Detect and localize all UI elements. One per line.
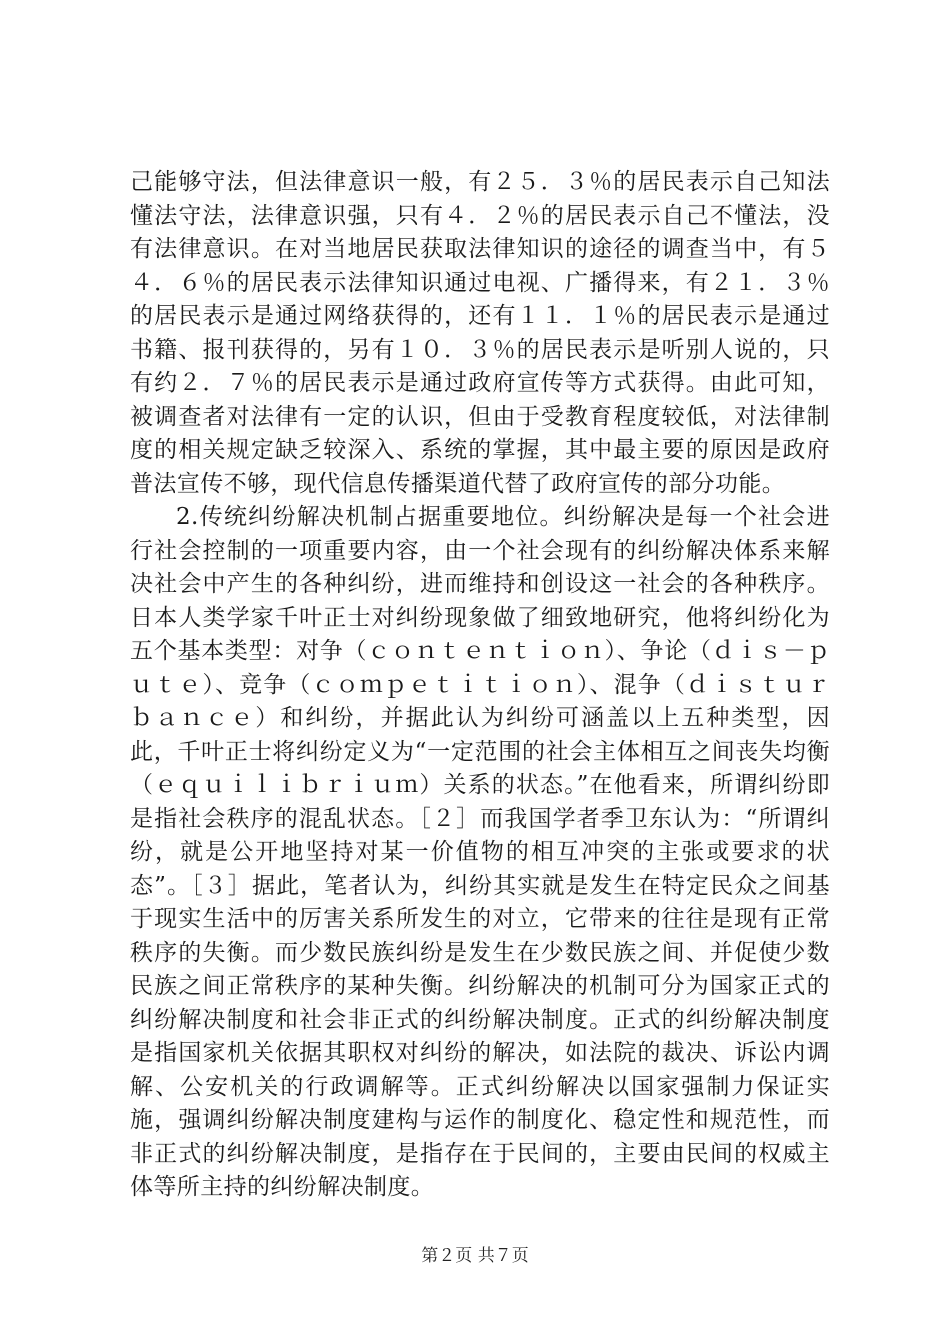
paragraph-1: 己能够守法，但法律意识一般，有２５．３％的居民表示自己知法懂法守法，法律意识强，只有４．２％的居民表示自己不懂法，没有法律意识。在对当地居民获取法律知识的途径的调查当中，有５４．６％的居民表示法律知识通过电视、广播得来，有２１．３％的居民表示是通过网络获得的，还有１１．１％的居民表示是通过书籍、报刊获得的，另有１０．３％的居民表示是听别人说的，只有约２．７％的居民表示是通过政府宣传等方式获得。由此可知，被调查者对法律有一定的认识，但由于受教育程度较低，对法律制度的相关规定缺乏较深入、系统的掌握，其中最主要的原因是政府普法宣传不够，现代信息传播渠道代替了政府宣传的部分功能。: [130, 169, 830, 497]
page-number-footer: 第２页 共７页: [421, 1246, 529, 1266]
body-text: [130, 166, 830, 1205]
paragraph-2: 2.传统纠纷解决机制占据重要地位。纠纷解决是每一个社会进行社会控制的一项重要内容，由一个社会现有的纠纷解决体系来解决社会中产生的各种纠纷，进而维持和创设这一社会的各种秩序。日本人类学家千叶正士对纠纷现象做了细致地研究，他将纠纷化为五个基本类型：对争（ｃｏｎｔｅｎｔｉｏｎ）、争论（ｄｉｓ－ｐｕｔｅ）、竞争（ｃｏｍｐｅｔｉｔｉｏｎ）、混争（ｄｉｓｔｕｒｂａｎｃｅ）和纠纷，并据此认为纠纷可涵盖以上五种类型，因此，千叶正士将纠纷定义为“一定范围的社会主体相互之间丧失均衡（ｅｑｕｉｌｉｂｒｉｕｍ）关系的状态。”在他看来，所谓纠纷即是指社会秩序的混乱状态。［２］而我国学者季卫东认为：“所谓纠纷，就是公开地坚持对某一价值物的相互冲突的主张或要求的状态”。［３］据此，笔者认为，纠纷其实就是发生在特定民众之间基于现实生活中的厉害关系所发生的对立，它带来的往往是现有正常秩序的失衡。而少数民族纠纷是发生在少数民族之间、并促使少数民族之间正常秩序的某种失衡。纠纷解决的机制可分为国家正式的纠纷解决制度和社会非正式的纠纷解决制度。正式的纠纷解决制度是指国家机关依据其职权对纠纷的解决，如法院的裁决、诉讼内调解、公安机关的行政调解等。正式纠纷解决以国家强制力保证实施，强调纠纷解决制度建构与运作的制度化、稳定性和规范性，而非正式的纠纷解决制度，是指存在于民间的，主要由民间的权威主体等所主持的纠纷解决制度。: [130, 504, 830, 1200]
